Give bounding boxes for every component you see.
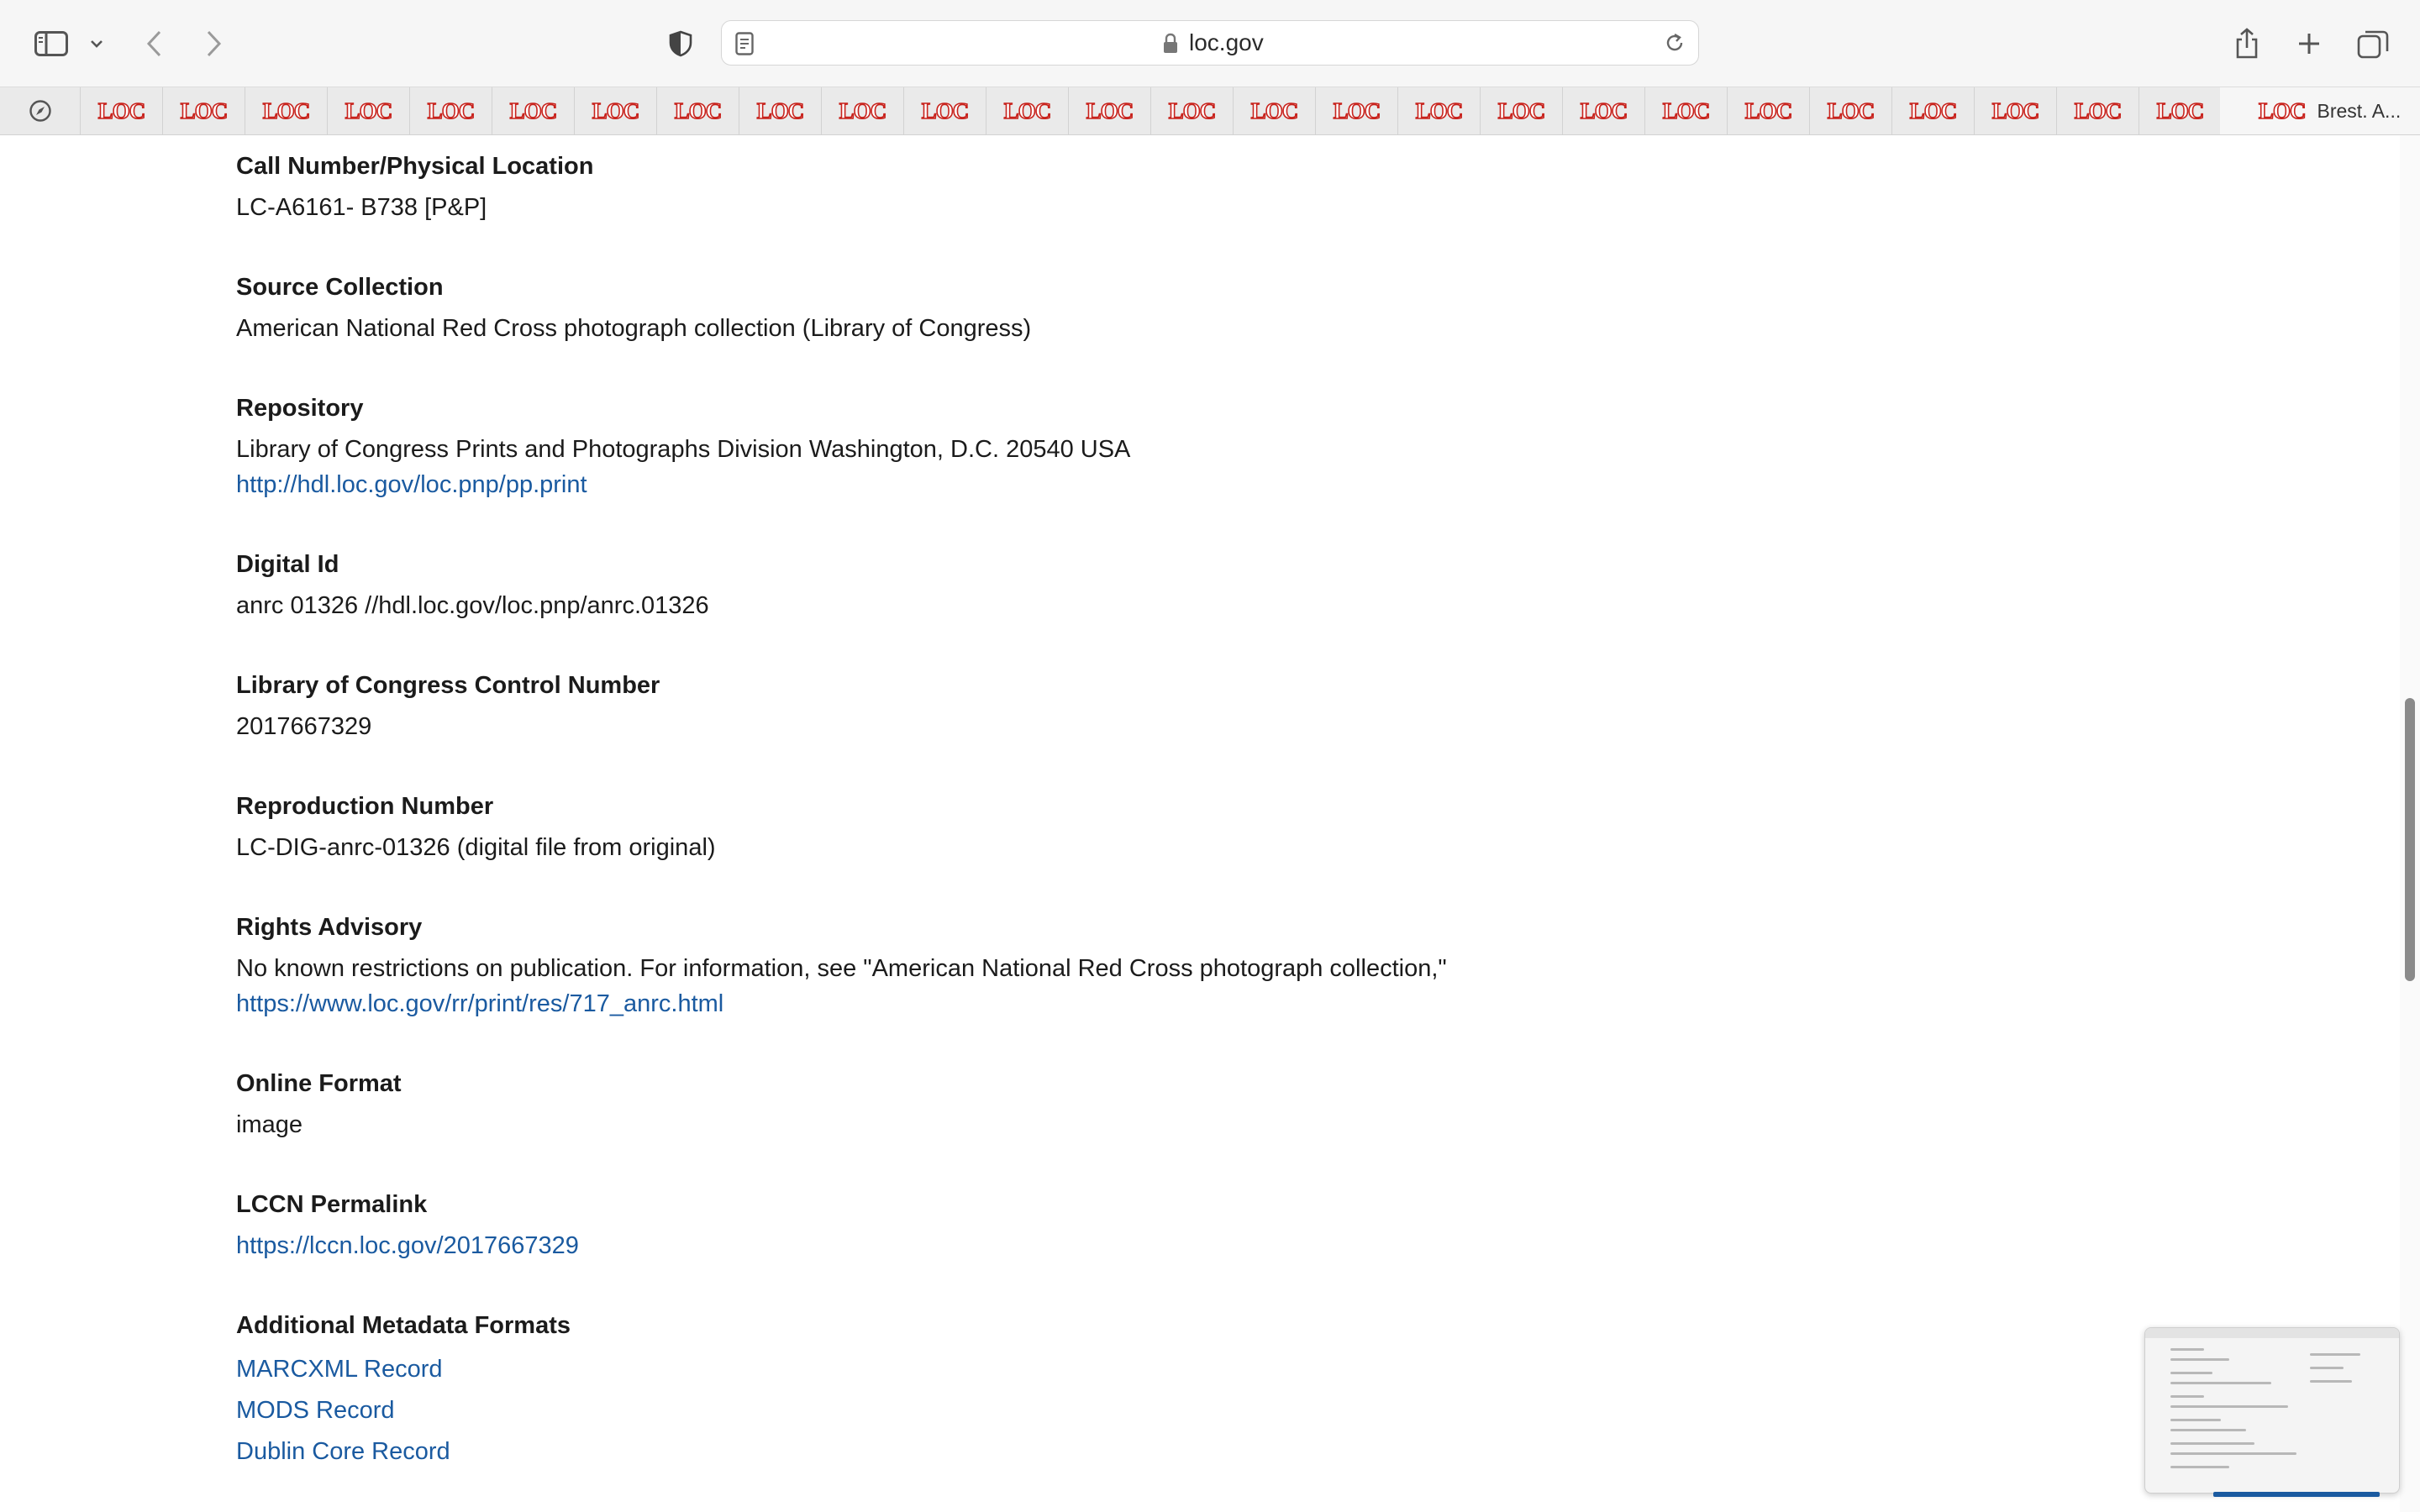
preview-line (2170, 1395, 2204, 1398)
reader-mode-icon[interactable] (735, 32, 754, 60)
loc-logo-icon: LOC (839, 97, 886, 123)
field-repository (236, 390, 1130, 502)
favorite-tab[interactable] (2139, 87, 2222, 134)
privacy-shield-icon[interactable] (664, 18, 697, 69)
field-value: image (236, 1111, 302, 1138)
mods-link[interactable]: MODS Record (236, 1397, 395, 1424)
favorite-tab[interactable] (1645, 87, 1728, 134)
preview-line (2170, 1348, 2204, 1351)
field-value: No known restrictions on publication. For information, see "American National Red Cross photograph collection," (236, 955, 1447, 982)
favorite-tab[interactable] (328, 87, 410, 134)
field-label: Library of Congress Control Number (236, 672, 660, 699)
preview-line (2170, 1466, 2229, 1468)
field-label: Source Collection (236, 274, 444, 301)
field-digital-id (236, 546, 709, 623)
field-reproduction-number (236, 788, 716, 865)
field-lccn (236, 667, 660, 744)
field-label: Call Number/Physical Location (236, 153, 594, 180)
preview-line (2170, 1405, 2288, 1408)
field-value: American National Red Cross photograph collection (Library of Congress) (236, 315, 1032, 342)
loc-logo-icon: LOC (756, 97, 804, 123)
preview-line (2310, 1367, 2344, 1369)
preview-line (2170, 1429, 2246, 1431)
loc-logo-icon: LOC (1827, 97, 1875, 123)
preview-line (2310, 1380, 2352, 1383)
field-value: Library of Congress Prints and Photographs Division Washington, D.C. 20540 USA (236, 436, 1131, 463)
preview-line (2170, 1382, 2271, 1384)
field-label: Repository (236, 395, 364, 422)
favorite-tab[interactable] (1810, 87, 1892, 134)
field-value: anrc 01326 //hdl.loc.gov/loc.pnp/anrc.01326 (236, 592, 709, 619)
loc-logo-icon: LOC (1580, 97, 1628, 123)
field-label: Digital Id (236, 551, 339, 578)
favorite-tab[interactable] (904, 87, 986, 134)
loc-logo-icon: LOC (1991, 97, 2039, 123)
browser-toolbar (0, 0, 2420, 87)
share-icon[interactable] (2230, 18, 2264, 69)
favorite-tab[interactable] (81, 87, 163, 134)
forward-icon[interactable] (197, 18, 230, 69)
field-rights-advisory (236, 909, 1447, 1021)
address-bar[interactable] (721, 20, 1699, 66)
field-source-collection (236, 269, 1031, 346)
favorite-tab[interactable] (1151, 87, 1234, 134)
preview-line (2170, 1442, 2254, 1445)
lock-icon (1162, 33, 1179, 59)
page-scrollbar[interactable] (2400, 135, 2420, 1512)
preview-line (2170, 1419, 2221, 1421)
favorite-tab[interactable] (492, 87, 575, 134)
loc-logo-icon: LOC (262, 97, 310, 123)
favorite-tab[interactable] (1481, 87, 1563, 134)
tab-overview-icon[interactable] (2354, 18, 2391, 69)
sidebar-toggle-icon[interactable] (30, 18, 72, 69)
loc-logo-icon: LOC (509, 97, 557, 123)
favorite-tab[interactable] (1975, 87, 2057, 134)
preview-indicator (2213, 1492, 2380, 1497)
favorite-tab[interactable] (657, 87, 739, 134)
field-label: Reproduction Number (236, 793, 494, 820)
loc-logo-icon: LOC (427, 97, 475, 123)
active-tab[interactable] (2220, 87, 2420, 134)
favorite-tab[interactable] (1316, 87, 1398, 134)
favorite-tab[interactable] (1234, 87, 1316, 134)
rights-link[interactable]: https://www.loc.gov/rr/print/res/717_anrc.html (236, 990, 724, 1017)
url-text: loc.gov (1189, 29, 1264, 55)
favorite-tab[interactable] (575, 87, 657, 134)
field-label: Online Format (236, 1070, 402, 1097)
scrollbar-thumb[interactable] (2405, 698, 2415, 981)
active-tab-title: Brest. A... (2317, 99, 2402, 122)
field-label: LCCN Permalink (236, 1191, 428, 1218)
loc-logo-icon: LOC (1662, 97, 1710, 123)
loc-logo-icon: LOC (180, 97, 228, 123)
back-icon[interactable] (138, 18, 171, 69)
favorite-tab[interactable] (1563, 87, 1645, 134)
loc-logo-icon: LOC (921, 97, 969, 123)
field-label: Rights Advisory (236, 914, 423, 941)
preview-line (2170, 1372, 2212, 1374)
field-lccn-permalink (236, 1186, 579, 1263)
loc-logo-icon: LOC (2156, 97, 2204, 123)
field-metadata-formats (236, 1307, 571, 1473)
favorite-tab[interactable] (822, 87, 904, 134)
repository-link[interactable]: http://hdl.loc.gov/loc.pnp/pp.print (236, 471, 587, 498)
field-call-number (236, 148, 593, 225)
loc-logo-icon: LOC (1003, 97, 1051, 123)
favorite-tab[interactable] (739, 87, 822, 134)
marcxml-link[interactable]: MARCXML Record (236, 1356, 443, 1383)
new-tab-icon[interactable] (2292, 18, 2326, 69)
favorite-tab[interactable] (1069, 87, 1151, 134)
favorites-bar (0, 87, 2420, 135)
favorite-tab[interactable] (1728, 87, 1810, 134)
favorites-list (81, 87, 2222, 134)
loc-logo-icon: LOC (345, 97, 392, 123)
loc-logo-icon: LOC (2074, 97, 2122, 123)
preview-toolbar (2145, 1328, 2399, 1338)
field-value: LC-A6161- B738 [P&P] (236, 194, 487, 221)
chevron-down-icon[interactable] (84, 18, 109, 69)
compass-icon[interactable] (0, 87, 81, 134)
favorite-tab[interactable] (1398, 87, 1481, 134)
loc-logo-icon: LOC (1744, 97, 1792, 123)
favorite-tab[interactable] (410, 87, 492, 134)
loc-logo-icon: LOC (1497, 97, 1545, 123)
page-preview-thumbnail[interactable] (2144, 1327, 2400, 1494)
field-value: 2017667329 (236, 713, 372, 740)
permalink-link[interactable]: https://lccn.loc.gov/2017667329 (236, 1232, 579, 1259)
favorite-tab[interactable] (245, 87, 328, 134)
preview-line (2310, 1353, 2360, 1356)
preview-line (2170, 1358, 2229, 1361)
loc-logo-icon: LOC (1086, 97, 1134, 123)
favorite-tab[interactable] (1892, 87, 1975, 134)
loc-logo-icon: LOC (1909, 97, 1957, 123)
loc-logo-icon: LOC (1250, 97, 1298, 123)
loc-logo-icon: LOC (592, 97, 639, 123)
loc-logo-icon: LOC (1168, 97, 1216, 123)
loc-logo-icon: LOC (2259, 97, 2306, 123)
field-value: LC-DIG-anrc-01326 (digital file from original) (236, 834, 716, 861)
preview-line (2170, 1452, 2296, 1455)
dublin-core-link[interactable]: Dublin Core Record (236, 1438, 450, 1465)
field-online-format (236, 1065, 402, 1142)
field-label: Additional Metadata Formats (236, 1312, 571, 1339)
favorite-tab[interactable] (2057, 87, 2139, 134)
favorite-tab[interactable] (986, 87, 1069, 134)
loc-logo-icon: LOC (674, 97, 722, 123)
loc-logo-icon: LOC (97, 97, 145, 123)
reload-icon[interactable] (1663, 31, 1686, 59)
favorite-tab[interactable] (163, 87, 245, 134)
loc-logo-icon: LOC (1333, 97, 1381, 123)
loc-logo-icon: LOC (1415, 97, 1463, 123)
